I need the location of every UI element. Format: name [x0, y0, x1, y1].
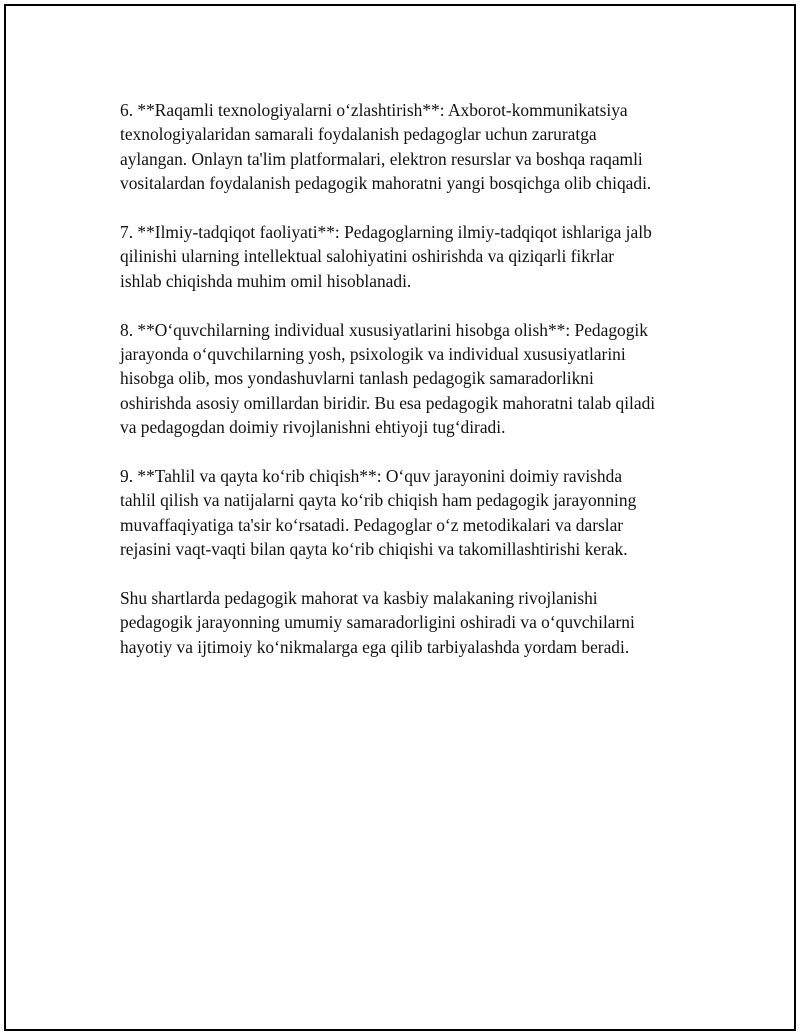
text-line: hisobga olib, mos yondashuvlarni tanlash pedagogik samaradorlikni — [120, 368, 594, 389]
paragraph-item-8 — [120, 318, 700, 440]
text-line: va pedagogdan doimiy rivojlanishni ehtiyoji tug‘diradi. — [120, 417, 506, 438]
text-line: muvaffaqiyatiga ta'sir ko‘rsatadi. Pedagoglar o‘z metodikalari va darslar — [120, 514, 624, 535]
text-line: aylangan. Onlayn ta'lim platformalari, elektron resurslar va boshqa raqamli — [120, 148, 643, 169]
paragraph-item-7 — [120, 220, 700, 293]
text-line: tahlil qilish va natijalarni qayta ko‘rib chiqish ham pedagogik jarayonning — [120, 490, 637, 511]
text-line: rejasini vaqt-vaqti bilan qayta ko‘rib chiqishi va takomillashtirishi kerak. — [120, 539, 628, 560]
text-line: Shu shartlarda pedagogik mahorat va kasbiy malakaning rivojlanishi — [120, 588, 598, 609]
text-line: 8. **O‘quvchilarning individual xususiyatlarini hisobga olish**: Pedagogik — [120, 319, 648, 340]
text-line: 7. **Ilmiy-tadqiqot faoliyati**: Pedagoglarning ilmiy-tadqiqot ishlariga jalb — [120, 222, 652, 243]
text-line: 6. **Raqamli texnologiyalarni o‘zlashtirish**: Axborot-kommunikatsiya — [120, 100, 628, 120]
paragraph-conclusion — [120, 586, 700, 659]
text-line: oshirishda asosiy omillardan biridir. Bu esa pedagogik mahoratni talab qiladi — [120, 392, 656, 413]
paragraph-item-6 — [120, 98, 700, 196]
text-line: 9. **Tahlil va qayta ko‘rib chiqish**: O‘quv jarayonini doimiy ravishda — [120, 466, 623, 487]
paragraph-item-9 — [120, 464, 700, 562]
text-line: pedagogik jarayonning umumiy samaradorligini oshiradi va o‘quvchilarni — [120, 612, 635, 633]
text-line: vositalardan foydalanish pedagogik mahoratni yangi bosqichga olib chiqadi. — [120, 173, 652, 194]
document-body — [120, 98, 700, 684]
text-line: jarayonda o‘quvchilarning yosh, psixologik va individual xususiyatlarini — [120, 344, 626, 365]
text-line: texnologiyalaridan samarali foydalanish pedagoglar uchun zaruratga — [120, 124, 597, 145]
text-line: qilinishi ularning intellektual salohiyatini oshirishda va qiziqarli fikrlar — [120, 246, 615, 267]
text-line: ishlab chiqishda muhim omil hisoblanadi. — [120, 270, 412, 291]
text-line: hayotiy va ijtimoiy ko‘nikmalarga ega qilib tarbiyalashda yordam beradi. — [120, 636, 630, 657]
document-page — [4, 4, 796, 1031]
